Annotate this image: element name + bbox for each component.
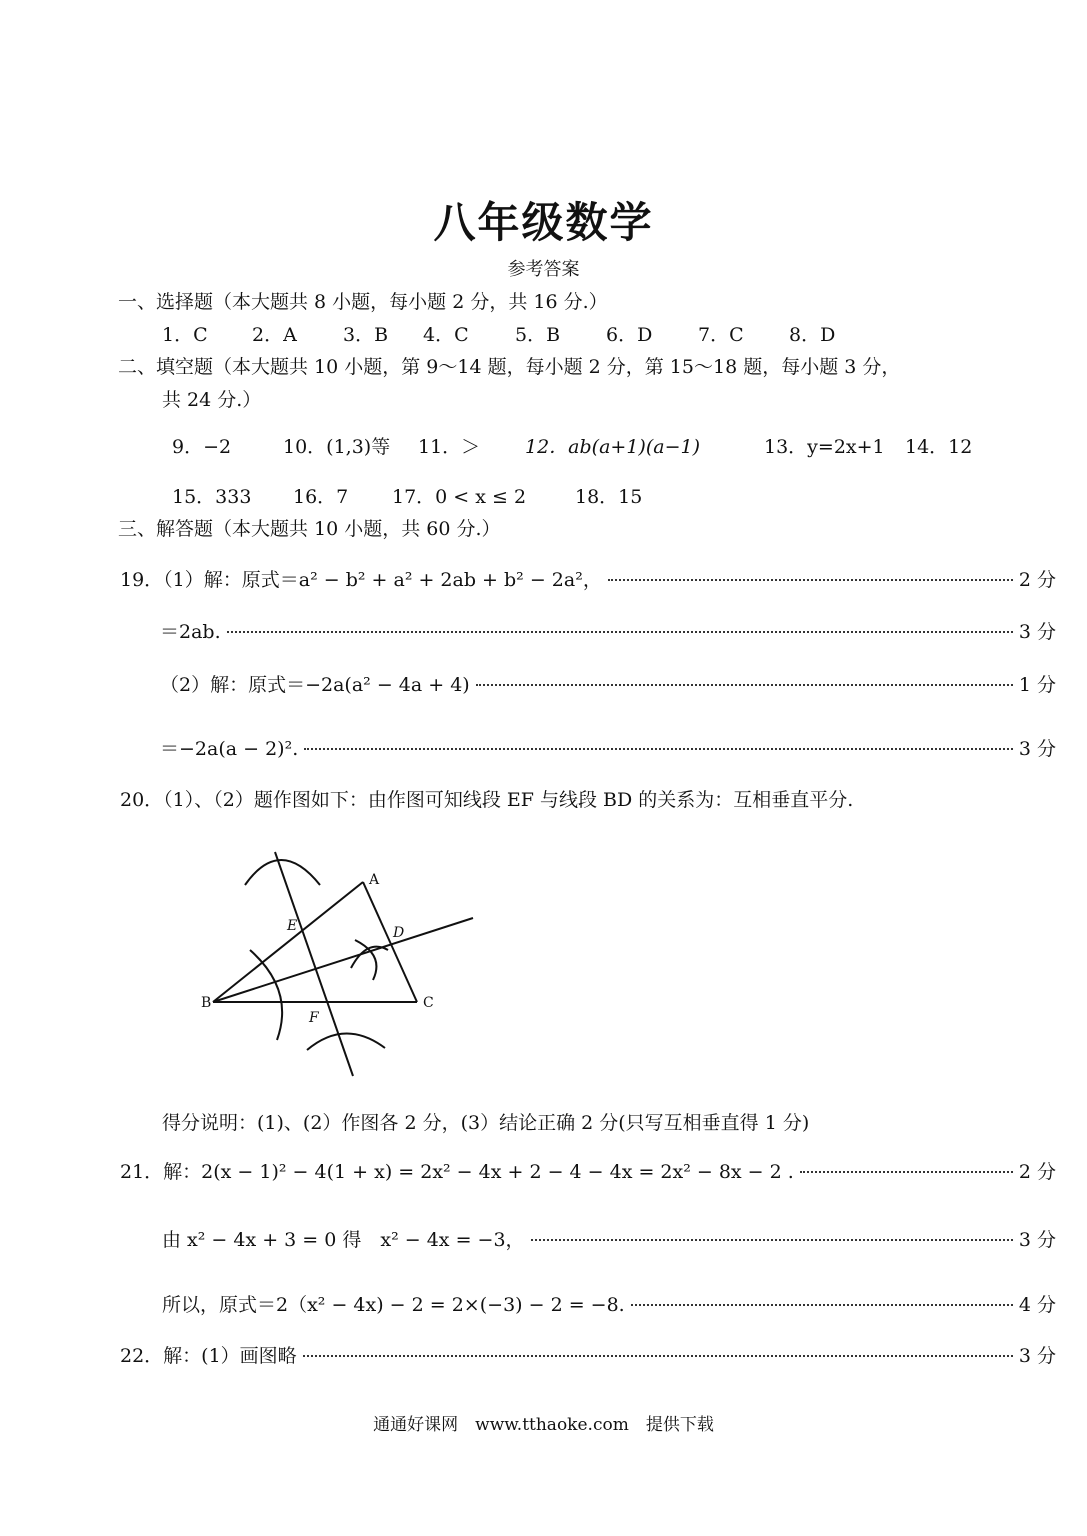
label-a: A (369, 872, 380, 888)
q19-line3 (160, 670, 1056, 697)
q19-line2-text: ＝2ab. (160, 621, 221, 643)
q21-line1-text: 21．解：2(x − 1)² − 4(1 + x) = 2x² − 4x + 2 − 4 − 4x = 2x² − 8x − 2 . (120, 1161, 794, 1183)
q21-line2-points: 3 分 (1018, 1229, 1056, 1251)
arc-bottom (307, 1033, 385, 1050)
answer-18: 18．15 (575, 486, 643, 508)
section2-heading-line1: 二、填空题（本大题共 10 小题，第 9～14 题，每小题 2 分，第 15～18 题，每小题 3 分， (118, 356, 901, 378)
section3-heading: 三、解答题（本大题共 10 小题，共 60 分.） (118, 518, 501, 540)
leader-dots (800, 1171, 1013, 1173)
line-bd (213, 918, 473, 1002)
label-e: E (287, 918, 298, 934)
leader-dots (531, 1239, 1013, 1241)
answer-13: 13．y=2x+1 (764, 436, 885, 458)
q19-line4 (160, 734, 1056, 761)
q19-line1 (120, 565, 1056, 592)
leader-dots (608, 579, 1013, 581)
q21-line2 (162, 1225, 1056, 1252)
answer-7: 7．C (698, 324, 744, 346)
answer-17: 17．0 < x ≤ 2 (392, 486, 527, 508)
q21-line3-points: 4 分 (1018, 1294, 1056, 1316)
q19-line4-points: 3 分 (1018, 738, 1056, 760)
side-ac (363, 882, 417, 1002)
line-ef (275, 852, 353, 1076)
q19-line2 (160, 617, 1056, 644)
q19-line2-points: 3 分 (1018, 621, 1056, 643)
answer-14: 14．12 (905, 436, 973, 458)
q22-line1-text: 22．解：(1）画图略 (120, 1345, 297, 1367)
answer-4: 4．C (423, 324, 469, 346)
q19-line1-text: 19．（1）解：原式＝a² − b² + a² + 2ab + b² − 2a²， (120, 569, 602, 591)
q19-line3-text: （2）解：原式＝−2a(a² − 4a + 4) (160, 674, 470, 696)
q21-line2-text: 由 x² − 4x + 3 = 0 得 x² − 4x = −3， (162, 1229, 525, 1251)
side-ab (213, 882, 363, 1002)
q20-text: 20．（1）、（2）题作图如下：由作图可知线段 EF 与线段 BD 的关系为：互相垂直平分. (120, 789, 854, 811)
leader-dots (303, 1355, 1013, 1357)
answer-3: 3．B (343, 324, 389, 346)
answer-1: 1．C (162, 324, 208, 346)
page-title: 八年级数学 (433, 198, 654, 247)
leader-dots (304, 748, 1013, 750)
answer-11: 11．＞ (418, 436, 481, 458)
q21-line1-points: 2 分 (1018, 1161, 1056, 1183)
answer-12: 12．ab(a+1)(a−1) (525, 436, 700, 458)
q21-line3 (162, 1290, 1056, 1317)
answer-5: 5．B (515, 324, 561, 346)
leader-dots (227, 631, 1013, 633)
label-f: F (309, 1010, 319, 1026)
answer-9: 9．−2 (172, 436, 232, 458)
label-b: B (201, 995, 212, 1011)
page-footer: 通通好课网 www.tthaoke.com 提供下载 (373, 1415, 714, 1435)
answer-8: 8．D (789, 324, 836, 346)
page-subtitle: 参考答案 (507, 259, 580, 280)
q21-line3-text: 所以，原式＝2（x² − 4x) − 2 = 2×(−3) − 2 = −8. (162, 1294, 625, 1316)
answer-2: 2．A (252, 324, 297, 346)
arc-b (250, 950, 282, 1040)
q20-scoring: 得分说明：(1)、(2）作图各 2 分，(3）结论正确 2 分(只写互相垂直得 1 分) (162, 1112, 810, 1134)
answer-16: 16．7 (293, 486, 349, 508)
section2-heading-line2: 共 24 分.） (162, 389, 262, 411)
q21-line1 (120, 1157, 1056, 1184)
q20-construction-figure (195, 840, 495, 1085)
q22-line1 (120, 1341, 1056, 1368)
section1-heading: 一、选择题（本大题共 8 小题，每小题 2 分，共 16 分.） (118, 291, 608, 313)
answer-15: 15．333 (172, 486, 252, 508)
label-d: D (393, 925, 405, 941)
leader-dots (476, 684, 1013, 686)
q22-line1-points: 3 分 (1018, 1345, 1056, 1367)
q19-line4-text: ＝−2a(a − 2)². (160, 738, 299, 760)
label-c: C (423, 995, 434, 1011)
answer-6: 6．D (606, 324, 653, 346)
q19-line3-points: 1 分 (1018, 674, 1056, 696)
answer-10: 10．(1,3)等 (283, 436, 391, 458)
q19-line1-points: 2 分 (1018, 569, 1056, 591)
leader-dots (631, 1304, 1013, 1306)
